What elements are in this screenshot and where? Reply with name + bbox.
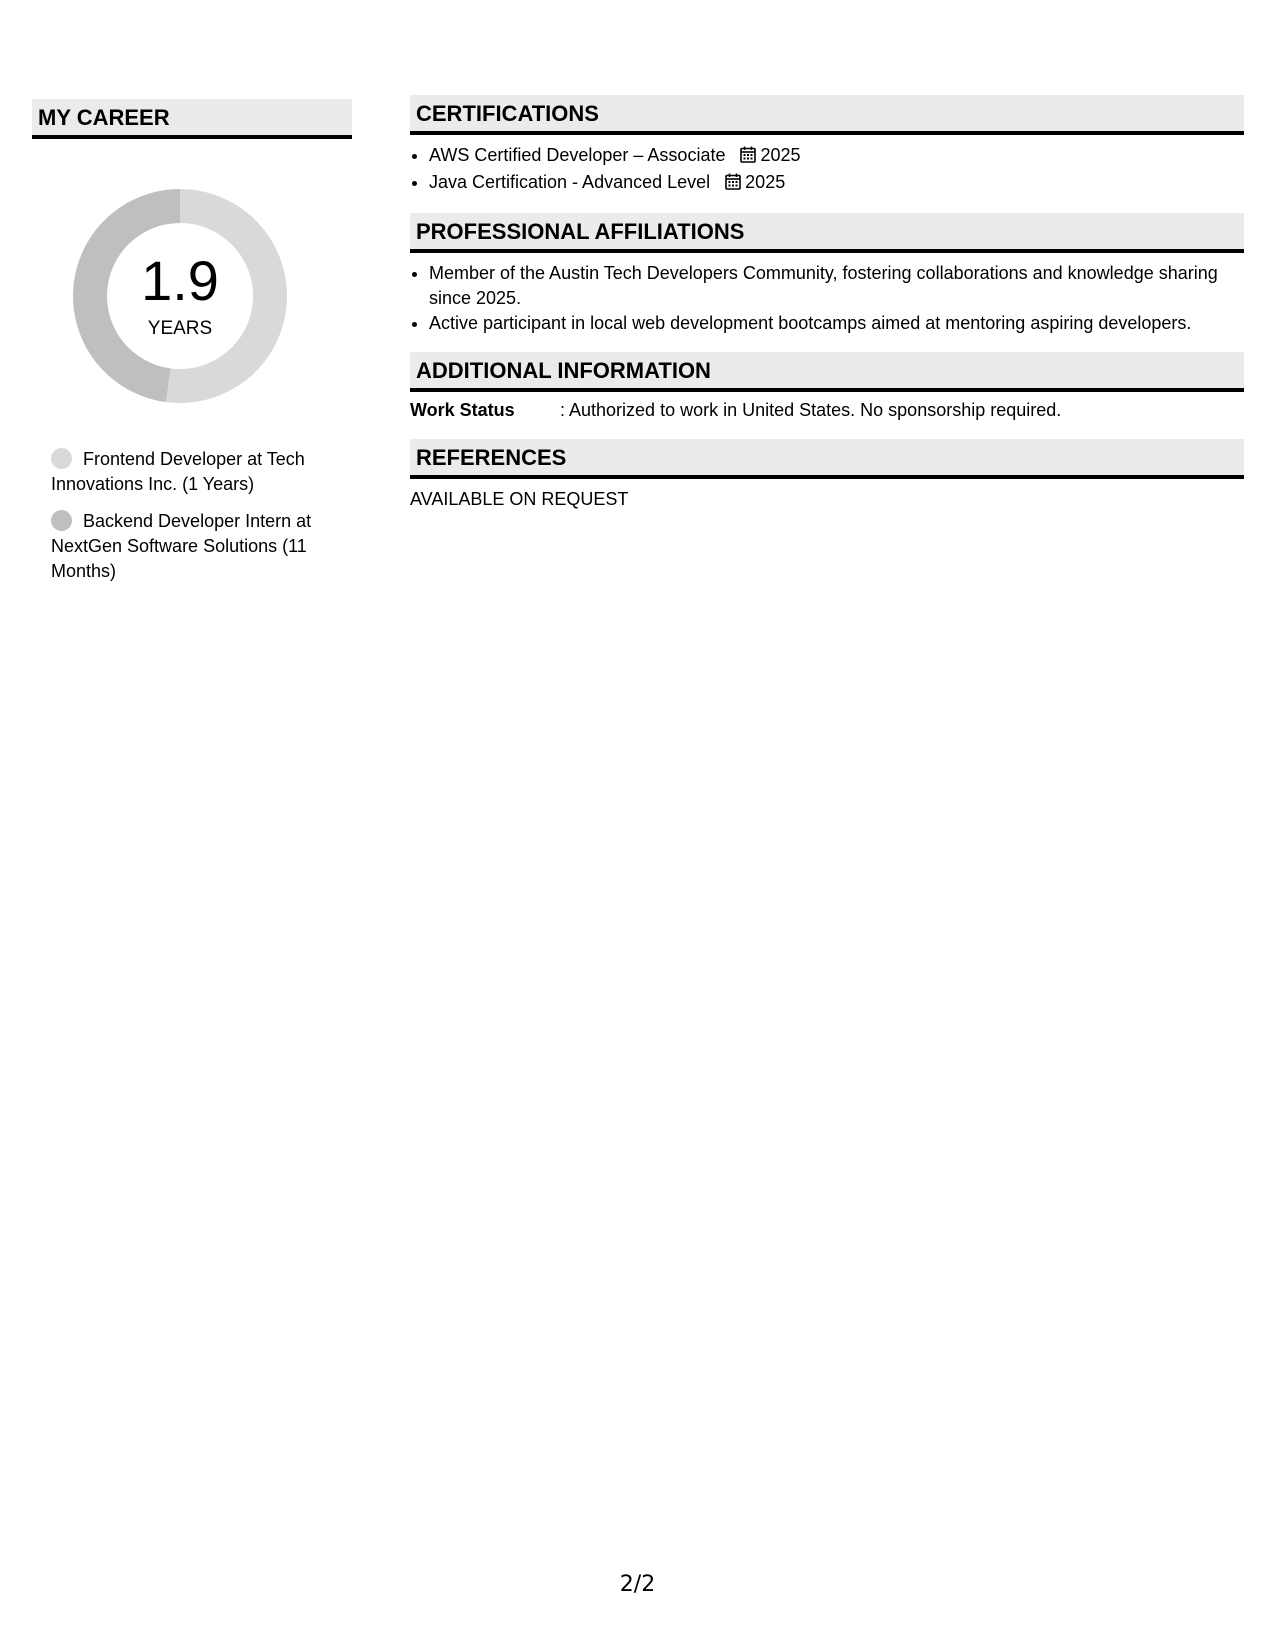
certification-name: Java Certification - Advanced Level xyxy=(429,172,711,192)
career-legend-label: Backend Developer Intern at NextGen Software Solutions (11 Months) xyxy=(51,511,312,581)
certification-item xyxy=(429,143,1244,170)
career-legend-label: Frontend Developer at Tech Innovations Inc. (1 Years) xyxy=(51,449,305,494)
career-legend-item xyxy=(51,509,331,584)
certification-year: 2025 xyxy=(745,172,786,192)
certifications-heading: CERTIFICATIONS xyxy=(410,95,1244,135)
additional-info-heading: ADDITIONAL INFORMATION xyxy=(410,352,1244,392)
career-donut-chart xyxy=(65,181,295,411)
references-heading: REFERENCES xyxy=(410,439,1244,479)
affiliations-list xyxy=(410,261,1244,336)
affiliation-item: • Active participant in local web development bootcamps aimed at mentoring aspiring developers. xyxy=(429,311,1244,336)
references-text: AVAILABLE ON REQUEST xyxy=(410,489,629,509)
certification-year: 2025 xyxy=(760,145,801,165)
career-section xyxy=(32,99,352,596)
career-total-unit: YEARS xyxy=(147,318,213,339)
page-number: 2/2 xyxy=(619,1572,656,1597)
career-heading: MY CAREER xyxy=(32,99,352,139)
work-status-row xyxy=(410,398,1244,423)
legend-dot-icon xyxy=(51,510,72,531)
career-legend-item xyxy=(51,447,331,497)
calendar-icon xyxy=(725,172,741,197)
affiliations-heading: PROFESSIONAL AFFILIATIONS xyxy=(410,213,1244,253)
certifications-list xyxy=(410,143,1244,197)
legend-dot-icon xyxy=(51,448,72,469)
certification-name: AWS Certified Developer – Associate xyxy=(429,145,726,165)
calendar-icon xyxy=(740,145,756,170)
main-content xyxy=(410,95,1244,512)
work-status-label: Work Status xyxy=(410,400,515,420)
career-total-value: 1.9 xyxy=(141,249,219,312)
affiliation-item: • Member of the Austin Tech Developers Community, fostering collaborations and knowledge sharing since 2025. xyxy=(429,261,1244,311)
certification-item xyxy=(429,170,1244,197)
career-legend xyxy=(51,447,331,584)
work-status-value: : Authorized to work in United States. No sponsorship required. xyxy=(560,400,1062,420)
